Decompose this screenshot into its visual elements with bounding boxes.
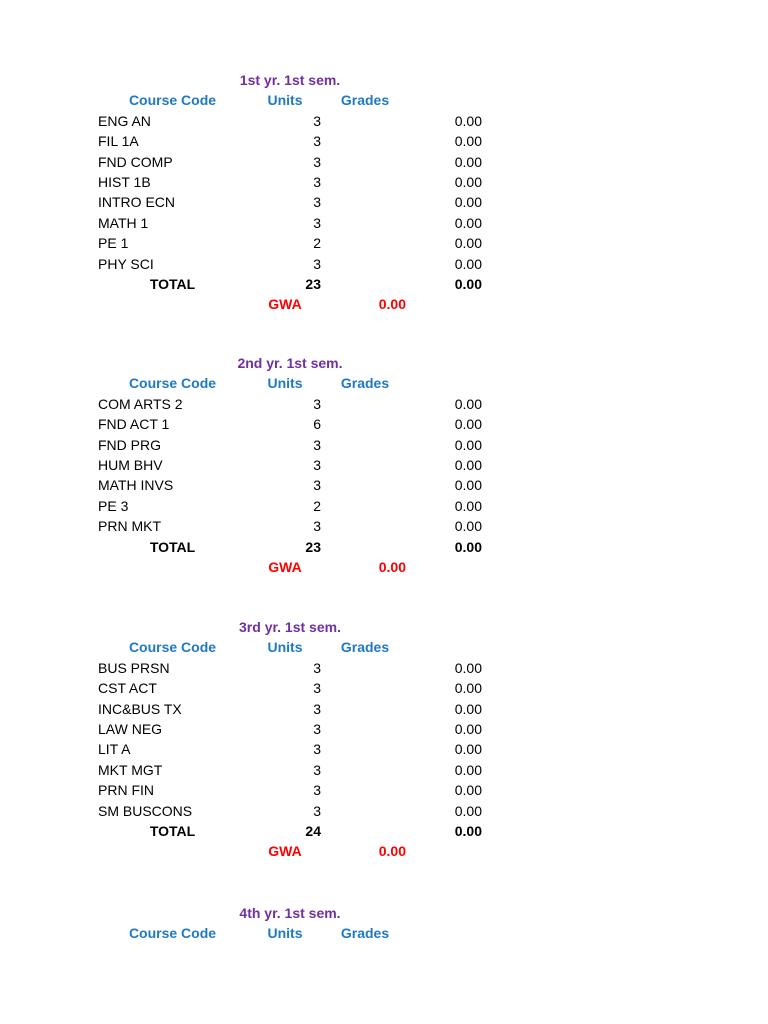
course-code: PE 3 <box>98 497 129 514</box>
course-code: MATH 1 <box>98 214 149 231</box>
grades-header: Grades <box>340 639 390 656</box>
course-row <box>0 111 768 131</box>
course-grade: 0.00 <box>454 680 482 697</box>
course-grade: 0.00 <box>454 761 482 778</box>
course-units: 6 <box>313 416 321 433</box>
total-grade: 0.00 <box>454 538 482 555</box>
total-label: TOTAL <box>149 276 196 292</box>
course-code: HIST 1B <box>98 174 151 190</box>
course-grade: 0.00 <box>454 700 482 717</box>
units-header: Units <box>267 639 303 656</box>
course-grade: 0.00 <box>454 235 482 252</box>
total-units: 23 <box>305 538 321 555</box>
course-units: 3 <box>313 802 321 819</box>
course-row <box>0 516 768 536</box>
course-grade: 0.00 <box>454 659 482 676</box>
course-code: PRN FIN <box>98 782 154 799</box>
course-code: SM BUSCONS <box>98 802 193 819</box>
course-row <box>0 455 768 475</box>
course-row <box>0 254 768 274</box>
course-grade: 0.00 <box>454 395 482 412</box>
course-grade: 0.00 <box>454 436 482 453</box>
course-code: INTRO ECN <box>98 194 175 211</box>
course-row <box>0 658 768 678</box>
course-row <box>0 739 768 759</box>
course-grade: 0.00 <box>454 174 482 190</box>
course-code: LIT A <box>98 741 131 758</box>
course-row <box>0 394 768 414</box>
course-units: 3 <box>313 761 321 778</box>
course-units: 3 <box>313 174 321 190</box>
units-header: Units <box>267 925 303 942</box>
semester-title: 4th yr. 1st sem. <box>239 905 341 921</box>
course-units: 3 <box>313 741 321 758</box>
course-code: MKT MGT <box>98 761 163 778</box>
semester-title-row <box>0 70 768 90</box>
course-row <box>0 435 768 455</box>
grades-header: Grades <box>340 375 390 392</box>
total-row <box>0 274 768 294</box>
gwa-label: GWA <box>268 843 302 860</box>
course-grade: 0.00 <box>454 416 482 433</box>
gwa-label: GWA <box>268 296 302 313</box>
course-code: FND PRG <box>98 436 161 453</box>
gwa-value: 0.00 <box>378 559 406 575</box>
course-units: 3 <box>313 518 321 535</box>
course-code: BUS PRSN <box>98 659 170 676</box>
course-units: 3 <box>313 194 321 211</box>
gwa-row <box>0 557 768 577</box>
column-header-row <box>0 90 768 110</box>
grades-header: Grades <box>340 92 390 109</box>
gwa-value: 0.00 <box>378 296 406 313</box>
course-code-header: Course Code <box>128 639 217 656</box>
semester-title: 3rd yr. 1st sem. <box>239 619 341 635</box>
course-units: 3 <box>313 457 321 473</box>
course-code: COM ARTS 2 <box>98 395 183 412</box>
course-row <box>0 780 768 800</box>
course-grade: 0.00 <box>454 497 482 514</box>
course-code-header: Course Code <box>128 925 217 942</box>
course-grade: 0.00 <box>454 255 482 272</box>
total-row <box>0 537 768 557</box>
course-units: 3 <box>313 214 321 231</box>
course-units: 3 <box>313 721 321 737</box>
course-row <box>0 678 768 698</box>
total-row <box>0 821 768 841</box>
course-units: 3 <box>313 700 321 717</box>
course-row <box>0 131 768 151</box>
total-label: TOTAL <box>149 823 196 839</box>
course-grade: 0.00 <box>454 477 482 494</box>
course-units: 3 <box>313 477 321 494</box>
course-code: CST ACT <box>98 680 157 697</box>
course-code: ENG AN <box>98 112 151 129</box>
course-row <box>0 475 768 495</box>
course-code: PRN MKT <box>98 518 161 535</box>
gwa-row <box>0 294 768 314</box>
course-row <box>0 496 768 516</box>
course-units: 2 <box>313 497 321 514</box>
total-units: 24 <box>305 823 321 839</box>
course-code: FND ACT 1 <box>98 416 170 433</box>
semester-title-row <box>0 617 768 637</box>
course-code: MATH INVS <box>98 477 174 494</box>
course-code: FIL 1A <box>98 133 139 150</box>
course-code: INC&BUS TX <box>98 700 182 717</box>
course-grade: 0.00 <box>454 721 482 737</box>
course-row <box>0 801 768 821</box>
course-code-header: Course Code <box>128 92 217 109</box>
column-header-row <box>0 373 768 393</box>
semester-title: 2nd yr. 1st sem. <box>237 355 343 371</box>
course-units: 3 <box>313 395 321 412</box>
course-grade: 0.00 <box>454 133 482 150</box>
course-row <box>0 233 768 253</box>
gwa-value: 0.00 <box>378 843 406 860</box>
course-units: 3 <box>313 782 321 799</box>
course-units: 2 <box>313 235 321 252</box>
course-row <box>0 213 768 233</box>
course-grade: 0.00 <box>454 214 482 231</box>
course-code: FND COMP <box>98 153 173 170</box>
grades-header: Grades <box>340 925 390 942</box>
course-row <box>0 172 768 192</box>
course-grade: 0.00 <box>454 457 482 473</box>
course-code: HUM BHV <box>98 457 163 473</box>
course-grade: 0.00 <box>454 112 482 129</box>
course-grade: 0.00 <box>454 153 482 170</box>
course-row <box>0 414 768 434</box>
units-header: Units <box>267 375 303 392</box>
course-row <box>0 760 768 780</box>
total-label: TOTAL <box>149 538 196 555</box>
column-header-row <box>0 923 768 943</box>
course-code: PHY SCI <box>98 255 154 272</box>
course-grade: 0.00 <box>454 518 482 535</box>
course-units: 3 <box>313 255 321 272</box>
course-row <box>0 719 768 739</box>
course-row <box>0 192 768 212</box>
semester-title-row <box>0 353 768 373</box>
total-grade: 0.00 <box>454 823 482 839</box>
course-units: 3 <box>313 133 321 150</box>
total-grade: 0.00 <box>454 276 482 292</box>
course-units: 3 <box>313 436 321 453</box>
course-code: LAW NEG <box>98 721 163 737</box>
course-units: 3 <box>313 112 321 129</box>
course-units: 3 <box>313 659 321 676</box>
course-grade: 0.00 <box>454 194 482 211</box>
total-units: 23 <box>305 276 321 292</box>
column-header-row <box>0 637 768 657</box>
course-grade: 0.00 <box>454 741 482 758</box>
gwa-label: GWA <box>268 559 302 575</box>
course-code-header: Course Code <box>128 375 217 392</box>
gwa-row <box>0 841 768 861</box>
course-units: 3 <box>313 680 321 697</box>
course-grade: 0.00 <box>454 782 482 799</box>
course-row <box>0 152 768 172</box>
semester-title: 1st yr. 1st sem. <box>239 72 341 88</box>
semester-title-row <box>0 903 768 923</box>
course-units: 3 <box>313 153 321 170</box>
course-grade: 0.00 <box>454 802 482 819</box>
course-code: PE 1 <box>98 235 129 252</box>
units-header: Units <box>267 92 303 109</box>
course-row <box>0 699 768 719</box>
